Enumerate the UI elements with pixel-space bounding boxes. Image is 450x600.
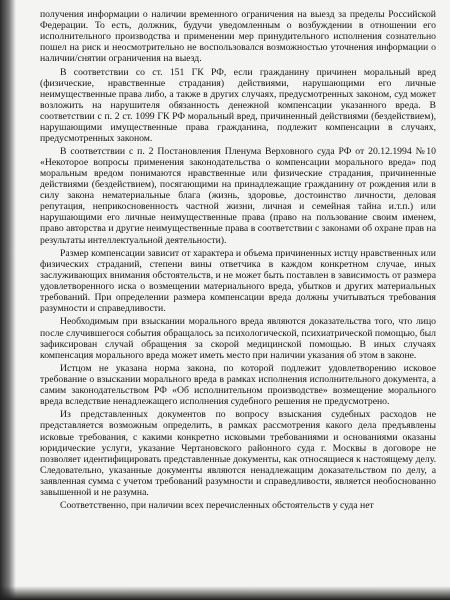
paragraph-plenum-resolution: В соответствии с п. 2 Постановления Пленума Верховного суда РФ от 20.12.1994 №10 «Некоторое вопросы применения законодательства о компенсации морального вреда» под моральным вредом понимаются нравственные или физические страдания, причиненные действиями (бездействием), посягающими на принадлежащие гражданину от рождения или в силу закона нематериальные блага (жизнь, здоровье, достоинство личности, деловая репутация, неприкосновенность частной жизни, личная и семейная тайна и.т.п.) или нарушающими его личные неимущественные права (право на пользование своим именем, право авторства и другие неимущественные права в соответствии с законами об охране прав на результаты интеллектуальной деятельности). bbox=[40, 146, 436, 246]
document-body bbox=[40, 9, 436, 511]
paragraph-compensation-size: Размер компенсации зависит от характера и объема причиненных истцу нравственных или физических страданий, степени вины ответчика в каждом конкретном случае, иных заслуживающих внимания обстоятельств, и не может быть поставлен в зависимость от размера удовлетворенного иска о возмещении материального вреда, убытков и других материальных требований. При определении размера компенсации вреда должны учитываться требования разумности и справедливости. bbox=[40, 247, 436, 315]
paragraph-article-151: В соответствии со ст. 151 ГК РФ, если гражданину причинен моральный вред (физические, нравственные страдания) действиями, нарушающими его личные неимущественные права либо, а также в других случаях, предусмотренных законом, суд может возложить на нарушителя обязанность денежной компенсации указанного вреда. В соответствии с п. 2 ст. 1099 ГК РФ моральный вред, причиненный действиями (бездействием), нарушающими имущественные права гражданина, подлежит компенсации в случаях, предусмотренных законом. bbox=[40, 66, 436, 144]
paragraph-no-legal-norm: Истцом не указана норма закона, по которой подлежит удовлетворению исковое требование о взыскании морального вреда в рамках исполнения исполнительного документа, а самим законодательством РФ «Об исполнительном производстве» возмещение морального вреда вследствие ненадлежащего исполнения судебного решения не предусмотрено. bbox=[40, 362, 436, 408]
paragraph-travel-restriction: получения информации о наличии временного ограничения на выезд за пределы Российской Федерации. То есть, должник, будучи уведомленным о возбуждении в отношении его исполнительного производства и применении мер принудительного исполнения сознательно пошел на риск и неосмотрительно не воспользовался возможностью уточнения информации о наличии/снятии ограничения на выезд. bbox=[40, 9, 436, 65]
paragraph-conclusion: Соответственно, при наличии всех перечисленных обстоятельств у суда нет bbox=[60, 500, 374, 512]
paragraph-court-costs: Из представленных документов по вопросу взыскания судебных расходов не представляется возможным определить, в рамках рассмотрения какого дела предъявлены исковые требования, с какими конкретно исковыми требованиями и основаниями оказаны юридические услуги, указание Чертановского районного суда г. Москвы в договоре не позволяет идентифицировать представленные документы, как относящиеся к настоящему делу. Следовательно, указанные документы являются ненадлежащим доказательством по делу, а заявленная сумма с учетом требований разумности и справедливости, является необоснованно завышенной и не разумна. bbox=[40, 409, 436, 498]
paragraph-evidence-required: Необходимым при взыскании морального вреда являются доказательства того, что лицо после случившегося события обращалось за психологической, психиатрической помощью, был зафиксирован случай обращения за скорой медицинской помощью. В иных случаях компенсация морального вреда может иметь место при наличии указания об этом в законе. bbox=[40, 316, 436, 361]
